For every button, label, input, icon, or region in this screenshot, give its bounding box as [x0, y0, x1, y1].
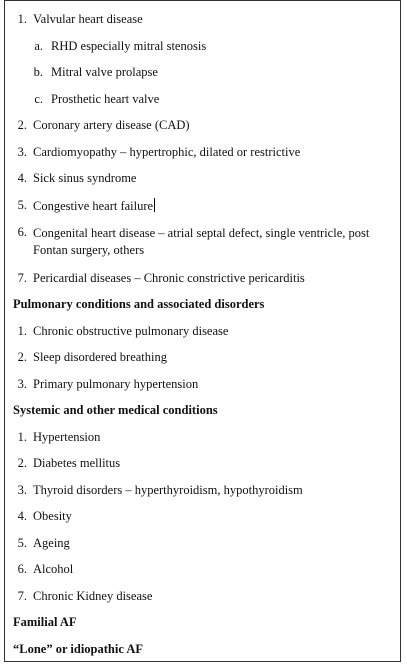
item-number: 2. [17, 350, 27, 364]
item-number: 2. [17, 118, 27, 132]
item-text: Cardiomyopathy – hypertrophic, dilated or restrictive [33, 145, 301, 159]
item-text: Sick sinus syndrome [33, 171, 137, 185]
item-text: Primary pulmonary hypertension [33, 377, 199, 391]
item-letter: b. [33, 65, 43, 79]
item-text: Valvular heart disease [33, 12, 143, 26]
item-number: 5. [17, 198, 27, 212]
item-text: Chronic obstructive pulmonary disease [33, 324, 229, 338]
item-text: Hypertension [33, 430, 101, 444]
section-heading: Familial AF [13, 615, 77, 629]
item-text: RHD especially mitral stenosis [51, 39, 207, 53]
item-text: Prosthetic heart valve [51, 92, 160, 106]
item-text: Coronary artery disease (CAD) [33, 118, 190, 132]
item-text: Ageing [33, 536, 70, 550]
item-number: 6. [17, 562, 27, 576]
item-number: 5. [17, 536, 27, 550]
item-text: Alcohol [33, 562, 74, 576]
item-number: 1. [17, 12, 27, 26]
item-text: Sleep disordered breathing [33, 350, 167, 364]
item-text: Obesity [33, 509, 72, 523]
causes-table [4, 0, 401, 662]
item-number: 7. [17, 271, 27, 285]
section-heading: Systemic and other medical conditions [13, 403, 218, 417]
item-number: 6. [17, 225, 27, 239]
item-text: Thyroid disorders – hyperthyroidism, hypothyroidism [33, 483, 303, 497]
item-text: Pericardial diseases – Chronic constrictive pericarditis [33, 271, 305, 285]
item-text: Congenital heart disease – atrial septal defect, single ventricle, post Fontan surgery, others [33, 226, 370, 257]
item-letter: c. [34, 92, 43, 106]
item-number: 4. [17, 509, 27, 523]
section-heading: “Lone” or idiopathic AF [13, 642, 143, 656]
item-number: 2. [17, 456, 27, 470]
item-text-wrap [33, 198, 155, 214]
section-heading: Pulmonary conditions and associated disorders [13, 297, 265, 311]
item-text: Diabetes mellitus [33, 456, 121, 470]
item-number: 7. [17, 589, 27, 603]
item-text: Congestive heart failure [33, 199, 154, 213]
item-number: 3. [17, 377, 27, 391]
text-cursor [154, 198, 155, 212]
item-number: 1. [17, 324, 27, 338]
item-text: Mitral valve prolapse [51, 65, 158, 79]
item-text: Chronic Kidney disease [33, 589, 153, 603]
item-letter: a. [34, 39, 43, 53]
item-number: 3. [17, 483, 27, 497]
item-number: 1. [17, 430, 27, 444]
item-number: 3. [17, 145, 27, 159]
item-number: 4. [17, 171, 27, 185]
